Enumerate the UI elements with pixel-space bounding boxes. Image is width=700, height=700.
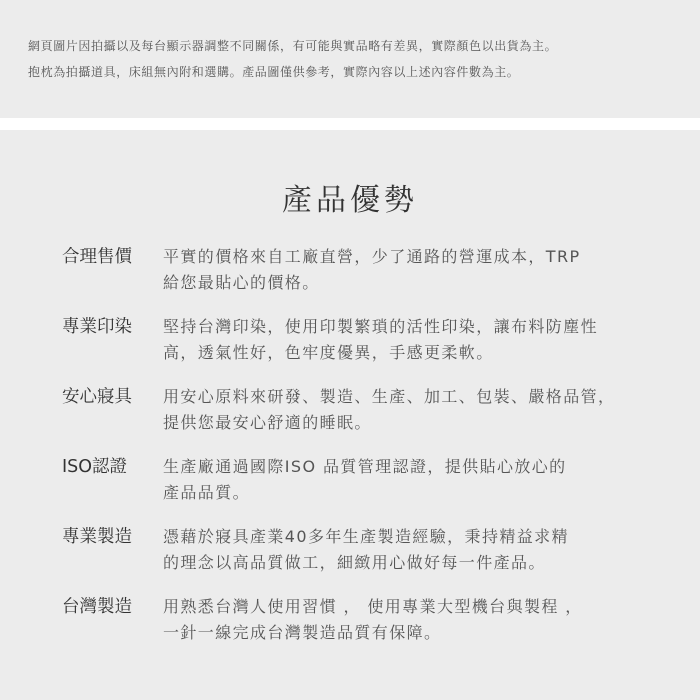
feature-item-professional-manufacturing xyxy=(62,524,662,594)
feature-description-line: 產品品質。 xyxy=(163,483,251,502)
disclaimer-notice xyxy=(0,0,700,118)
disclaimer-line-2: 抱枕為拍攝道具，床組無內附和選購。產品圖僅供參考，實際內容以上述內容件數為主。 xyxy=(28,65,520,79)
feature-name: 專業印染 xyxy=(62,317,132,337)
feature-description-line: 平實的價格來自工廠直營，少了通路的營運成本，TRP xyxy=(163,247,581,266)
feature-description-line: 高，透氣性好，色牢度優異，手感更柔軟。 xyxy=(163,343,494,362)
feature-name: 專業製造 xyxy=(62,527,132,547)
disclaimer-line-1: 網頁圖片因拍攝以及每台顯示器調整不同關係，有可能與實品略有差異，實際顏色以出貨為主。 xyxy=(28,39,558,53)
feature-item-reasonable-price xyxy=(62,244,662,314)
feature-item-safe-bedding xyxy=(62,384,662,454)
feature-description-line: 堅持台灣印染，使用印製繁瑣的活性印染，讓布料防塵性 xyxy=(163,317,599,336)
section-title: 產品優勢 xyxy=(282,183,418,218)
product-advantages-section xyxy=(0,130,700,700)
feature-description-line: 提供您最安心舒適的睡眠。 xyxy=(163,413,372,432)
feature-description xyxy=(163,594,653,646)
section-divider xyxy=(0,118,700,130)
feature-description-line: 的理念以高品質做工，細緻用心做好每一件產品。 xyxy=(163,553,546,572)
feature-description-line: 用熟悉台灣人使用習慣 ， 使用專業大型機台與製程 ， xyxy=(163,597,583,616)
feature-item-professional-dyeing xyxy=(62,314,662,384)
feature-description xyxy=(163,244,653,296)
feature-name: 安心寢具 xyxy=(62,387,132,407)
feature-name: 台灣製造 xyxy=(62,597,132,617)
feature-description xyxy=(163,384,653,436)
feature-description-line: 憑藉於寢具產業40多年生產製造經驗，秉持精益求精 xyxy=(163,527,569,546)
feature-list xyxy=(62,244,662,664)
feature-description xyxy=(163,454,653,506)
feature-description xyxy=(163,314,653,366)
feature-name: 合理售價 xyxy=(62,247,132,267)
feature-item-made-in-taiwan xyxy=(62,594,662,664)
feature-description-line: 生產廠通過國際ISO 品質管理認證，提供貼心放心的 xyxy=(163,457,567,476)
feature-item-iso-certification xyxy=(62,454,662,524)
feature-description-line: 給您最貼心的價格。 xyxy=(163,273,320,292)
feature-name: ISO認證 xyxy=(62,457,128,477)
feature-description xyxy=(163,524,653,576)
feature-description-line: 一針一線完成台灣製造品質有保障。 xyxy=(163,623,442,642)
feature-description-line: 用安心原料來研發、製造、生產、加工、包裝、嚴格品管， xyxy=(163,387,616,406)
